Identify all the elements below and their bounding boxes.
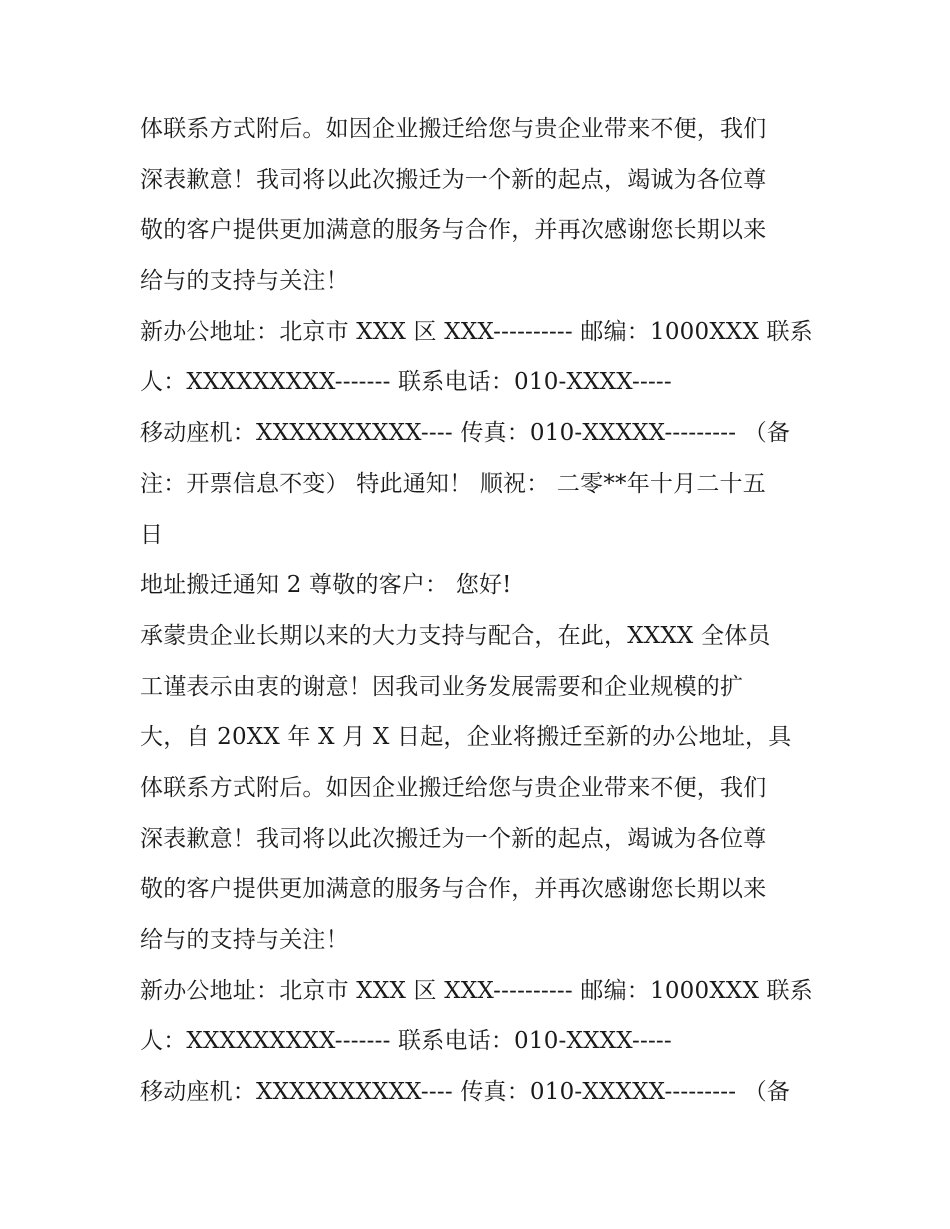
text-line: 深表歉意！我司将以此次搬迁为一个新的起点，竭诚为各位尊 — [140, 166, 767, 193]
text-line: 深表歉意！我司将以此次搬迁为一个新的起点，竭诚为各位尊 — [140, 825, 767, 852]
text-line: 工谨表示由衷的谢意！因我司业务发展需要和企业规模的扩 — [140, 673, 744, 700]
date-line: 日 — [140, 521, 164, 548]
phone-fax-line: 移动座机：XXXXXXXXXX---- 传真：010-XXXXX--------- （备 — [140, 1079, 791, 1106]
address-line: 新办公地址：北京市 XXX 区 XXX---------- 邮编：1000XXX 联系 — [140, 318, 813, 345]
contact-line: 人：XXXXXXXXX------- 联系电话：010-XXXX----- — [140, 1028, 672, 1055]
text-line: 体联系方式附后。如因企业搬迁给您与贵企业带来不便，我们 — [140, 116, 767, 142]
text-line: 给与的支持与关注！ — [140, 268, 349, 295]
phone-fax-line: 移动座机：XXXXXXXXXX---- 传真：010-XXXXX--------- （备 — [140, 420, 791, 447]
address-line: 新办公地址：北京市 XXX 区 XXX---------- 邮编：1000XXX 联系 — [140, 977, 813, 1004]
text-line: 敬的客户提供更加满意的服务与合作，并再次感谢您长期以来 — [140, 876, 767, 903]
section-heading: 地址搬迁通知 2 尊敬的客户： 您好! — [140, 572, 512, 599]
text-line: 承蒙贵企业长期以来的大力支持与配合，在此，XXXX 全体员 — [140, 622, 771, 649]
contact-line: 人：XXXXXXXXX------- 联系电话：010-XXXX----- — [140, 369, 672, 396]
document-body — [140, 104, 830, 1118]
text-line: 体联系方式附后。如因企业搬迁给您与贵企业带来不便，我们 — [140, 774, 767, 801]
text-line: 给与的支持与关注！ — [140, 927, 349, 953]
text-line: 大，自 20XX 年 X 月 X 日起，企业将搬迁至新的办公地址，具 — [140, 724, 792, 751]
notice-line: 注：开票信息不变） 特此通知！ 顺祝： 二零**年十月二十五 — [140, 470, 766, 497]
text-line: 敬的客户提供更加满意的服务与合作，并再次感谢您长期以来 — [140, 217, 767, 244]
